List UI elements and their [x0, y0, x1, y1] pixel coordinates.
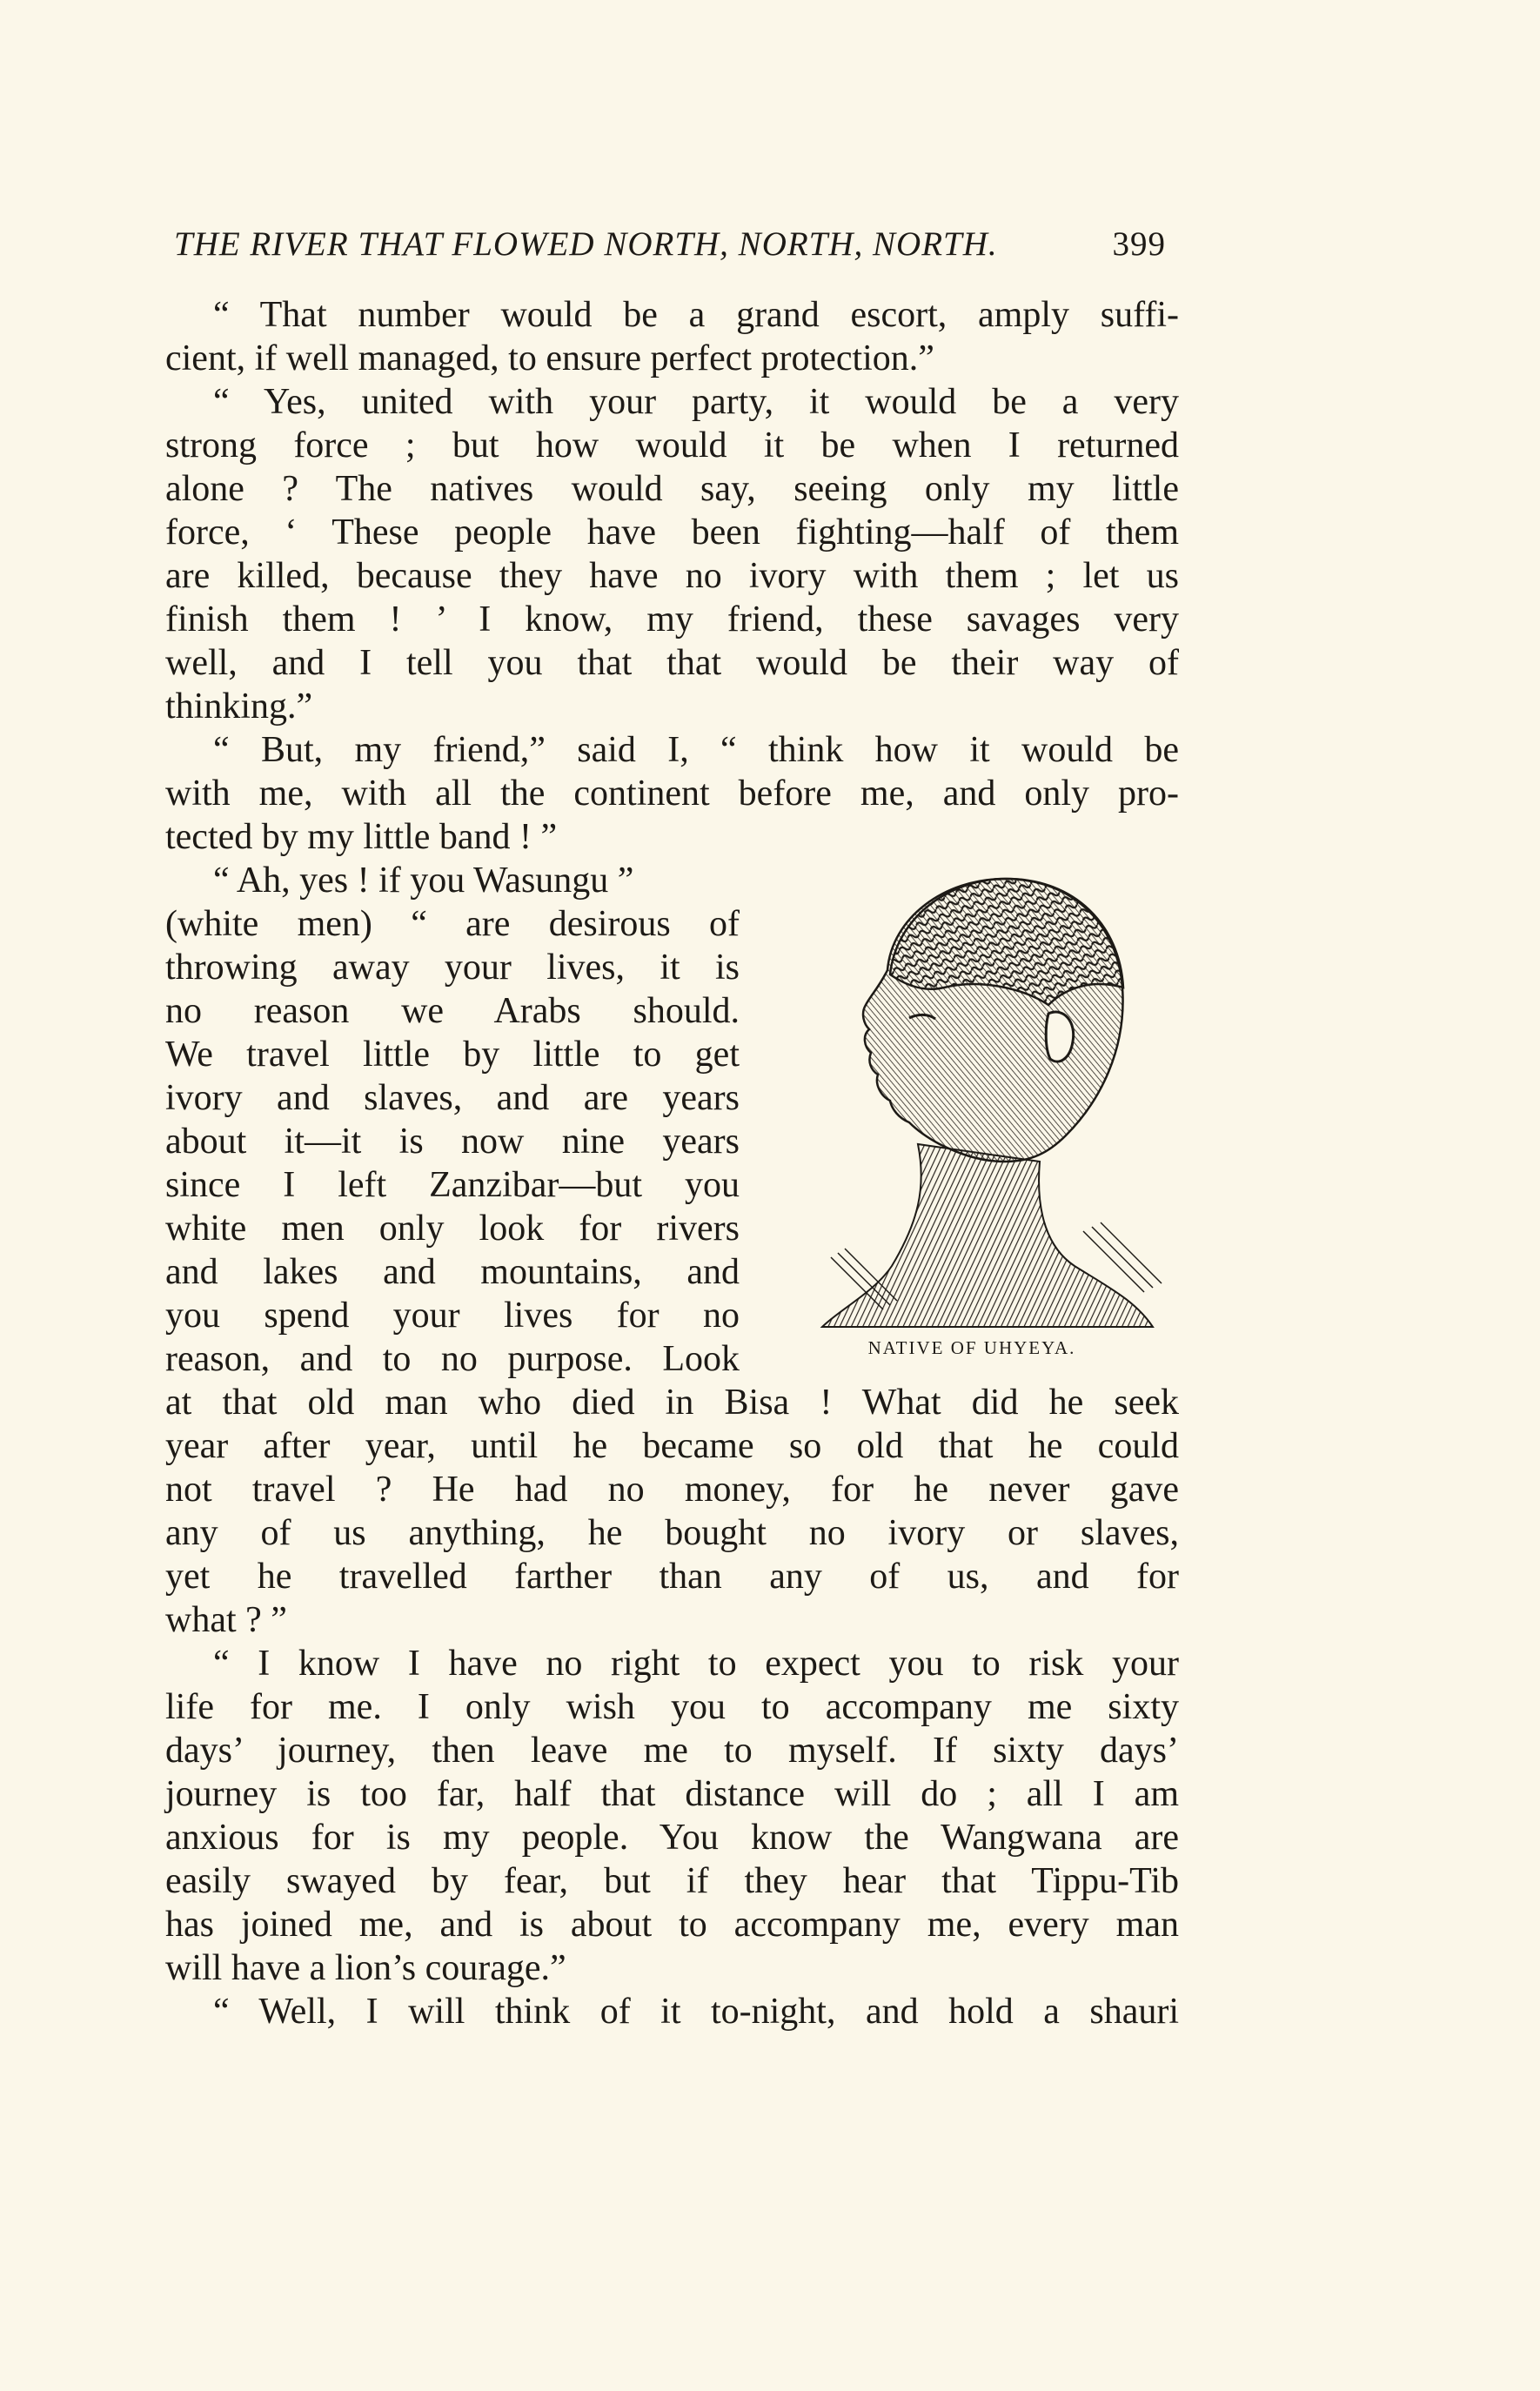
text-line: “ Ah, yes ! if you Wasungu ”	[213, 861, 634, 901]
text-line: any of us anything, he bought no ivory or slaves,	[165, 1513, 1179, 1553]
text-line: reason, and to no purpose. Look	[165, 1339, 740, 1379]
text-line: strong force ; but how would it be when I returned	[165, 425, 1179, 465]
text-line: no reason we Arabs should.	[165, 991, 740, 1031]
text-line: what ? ”	[165, 1600, 287, 1640]
text-line: and lakes and mountains, and	[165, 1252, 740, 1292]
figure-caption: NATIVE OF UHYEYA.	[867, 1337, 1076, 1358]
text-line: “ That number would be a grand escort, amply suffi-	[213, 295, 1179, 335]
text-line: white men only look for rivers	[165, 1209, 740, 1249]
text-line: thinking.”	[165, 686, 313, 727]
text-line: “ But, my friend,” said I, “ think how it would be	[213, 730, 1179, 770]
text-line: anxious for is my people. You know the Wangwana are	[165, 1818, 1179, 1858]
text-line: are killed, because they have no ivory with them ; let us	[165, 556, 1179, 596]
portrait-illustration	[787, 857, 1166, 1370]
running-head	[174, 224, 1166, 264]
text-line: yet he travelled farther than any of us, and for	[165, 1557, 1179, 1597]
text-line: will have a lion’s courage.”	[165, 1948, 566, 1988]
text-line: not travel ? He had no money, for he never gave	[165, 1470, 1179, 1510]
text-line: (white men) “ are desirous of	[165, 904, 740, 944]
text-line: “ I know I have no right to expect you to risk your	[213, 1644, 1179, 1684]
text-line: throwing away your lives, it is	[165, 948, 740, 988]
text-line: tected by my little band ! ”	[165, 817, 558, 857]
text-line: ivory and slaves, and are years	[165, 1078, 740, 1118]
text-line: We travel little by little to get	[165, 1035, 740, 1075]
text-line: easily swayed by fear, but if they hear that Tippu-Tib	[165, 1861, 1179, 1901]
text-line: “ Yes, united with your party, it would be a very	[213, 382, 1179, 422]
text-line: you spend your lives for no	[165, 1296, 740, 1336]
text-line: with me, with all the continent before me, and only pro-	[165, 774, 1179, 814]
text-line: force, ‘ These people have been fighting—half of them	[165, 512, 1179, 553]
text-line: has joined me, and is about to accompany me, every man	[165, 1905, 1179, 1945]
text-line: alone ? The natives would say, seeing only my little	[165, 469, 1179, 509]
text-line: “ Well, I will think of it to-night, and hold a shauri	[213, 1992, 1179, 2032]
text-line: at that old man who died in Bisa ! What did he seek	[165, 1383, 1179, 1423]
text-line: journey is too far, half that distance will do ; all I am	[165, 1774, 1179, 1814]
text-line: about it—it is now nine years	[165, 1122, 740, 1162]
text-line: well, and I tell you that that would be their way of	[165, 643, 1179, 683]
portrait-head-icon	[787, 857, 1166, 1344]
text-line: cient, if well managed, to ensure perfect protection.”	[165, 338, 934, 378]
text-line: finish them ! ’ I know, my friend, these savages very	[165, 599, 1179, 640]
text-line: year after year, until he became so old that he could	[165, 1426, 1179, 1466]
text-line: since I left Zanzibar—but you	[165, 1165, 740, 1205]
running-head-title: THE RIVER THAT FLOWED NORTH, NORTH, NORTH.	[174, 225, 998, 263]
text-line: days’ journey, then leave me to myself. If sixty days’	[165, 1731, 1179, 1771]
page-number: 399	[1112, 225, 1166, 263]
text-line: life for me. I only wish you to accompany me sixty	[165, 1687, 1179, 1727]
